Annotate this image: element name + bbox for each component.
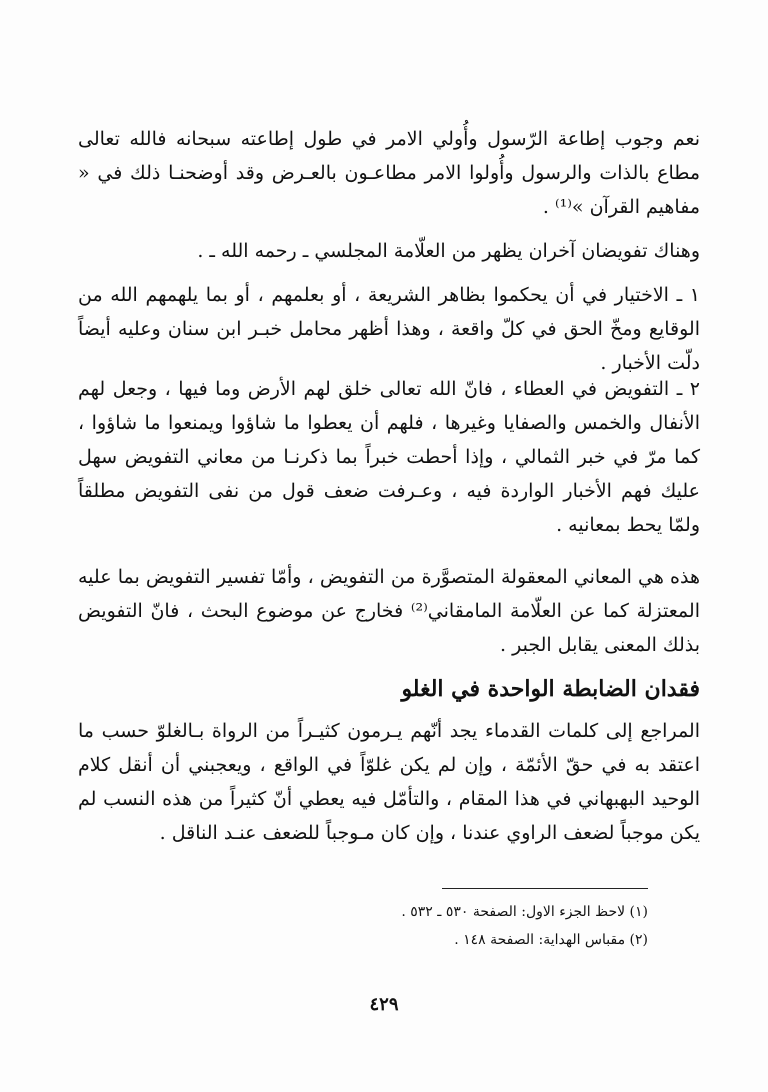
- paragraph-obedience-text: نعم وجوب إطاعة الرّسول وأُولي الامر في طول إطاعته سبحانه فالله تعالى مطاع بالذات والرسول وأُولوا الامر مطاعـون بالعـرض وقد أوضحنـا ذلك في « مفاهيم القرآن »⁽¹⁾ .: [78, 128, 700, 218]
- paragraph-two-delegations-text: وهناك تفويضان آخران يظهر من العلّامة المجلسي ـ رحمه الله ـ .: [197, 240, 700, 262]
- paragraph-two-delegations: [78, 234, 700, 268]
- paragraph-meanings: [78, 560, 700, 662]
- paragraph-giving: [78, 372, 700, 542]
- footnote-1: (١) لاحظ الجزء الاول: الصفحة ٥٣٠ ـ ٥٣٢ .: [401, 904, 648, 920]
- footnote-divider: [442, 888, 648, 889]
- paragraph-choice-text: ١ ـ الاختيار في أن يحكموا بظاهر الشريعة ، أو بعلمهم ، أو بما يلهمهم الله من الوقايع ومخّ الحق في كلّ واقعة ، وهذا أظهر محامل خبـر ابن سنان وعليه أيضاً دلّت الأخبار .: [78, 284, 700, 374]
- footnote-2: (٢) مقباس الهداية: الصفحة ١٤٨ .: [454, 932, 648, 948]
- paragraph-giving-text: ٢ ـ التفويض في العطاء ، فانّ الله تعالى خلق لهم الأرض وما فيها ، وجعل لهم الأنفال والخمس والصفايا وغيرها ، فلهم أن يعطوا ما شاؤوا ويمنعوا ما شاؤوا ، كما مرّ في خبر الثمالي ، وإذا أحطت خبراً بما ذكرنـا من معاني التفويض سهل عليك فهم الأخبار الواردة فيه ، وعـرفت ضعف قول من نفى التفويض مطلقاً ولمّا يحط بمعانيه .: [78, 378, 700, 536]
- paragraph-references-text: المراجع إلى كلمات القدماء يجد أنّهم يـرمون كثيـراً من الرواة بـالغلوّ حسب ما اعتقد به في حقّ الأئمّة ، وإن لم يكن غلوّاً في الواقع ، ويعجبني أن أنقل كلام الوحيد البهبهاني في هذا المقام ، والتأمّل فيه يعطي أنّ كثيراً من هذه النسب لم يكن موجباً لضعف الراوي عندنا ، وإن كان مـوجباً للضعف عنـد الناقل .: [78, 720, 700, 844]
- page-number: ٤٢٩: [369, 994, 399, 1015]
- paragraph-obedience: [78, 122, 700, 224]
- paragraph-references: [78, 714, 700, 850]
- section-heading: فقدان الضابطة الواحدة في الغلو: [401, 676, 700, 702]
- paragraph-meanings-text: هذه هي المعاني المعقولة المتصوَّرة من التفويض ، وأمّا تفسير التفويض بما عليه المعتزلة كما عن العلّامة المامقاني⁽²⁾ فخارج عن موضوع البحث ، فانّ التفويض بذلك المعنى يقابل الجبر .: [78, 566, 700, 656]
- paragraph-choice: [78, 278, 700, 380]
